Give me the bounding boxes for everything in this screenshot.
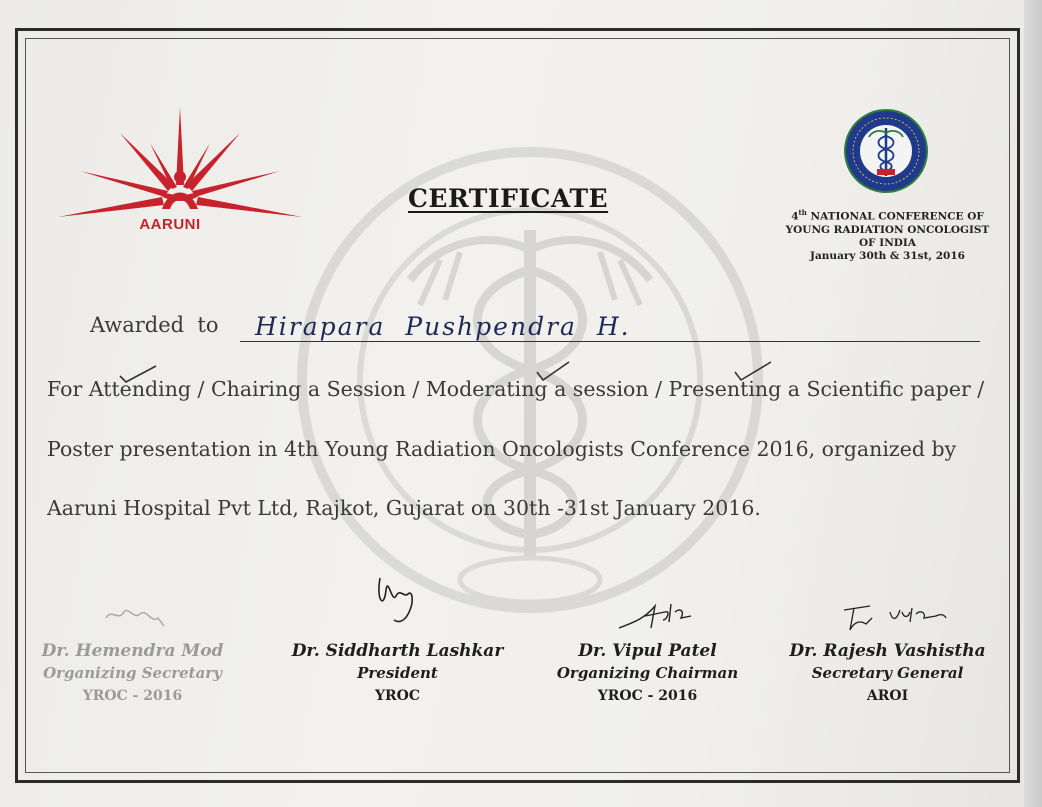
signatory-role: Secretary General — [811, 664, 964, 682]
conference-info — [760, 206, 1015, 263]
conference-line2: YOUNG RADIATION ONCOLOGIST — [785, 223, 990, 236]
signatory-org: YROC — [375, 688, 420, 704]
signatory-name: Dr. Hemendra Mod — [41, 641, 224, 661]
signatory-org: YROC - 2016 — [597, 688, 698, 704]
signatory-name: Dr. Rajesh Vashistha — [789, 641, 986, 661]
conference-number: 4 — [791, 210, 799, 223]
body-line-1: For Attending / Chairing a Session / Moderating a session / Presenting a Scientific paper / — [47, 377, 985, 401]
certificate-title: CERTIFICATE — [408, 184, 609, 213]
conference-line3: OF INDIA — [859, 236, 916, 249]
signatory-name: Dr. Siddharth Lashkar — [291, 641, 504, 661]
signatory-3 — [540, 640, 755, 708]
signature-siddharth-lashkar — [370, 570, 430, 630]
body-line-2: Poster presentation in 4th Young Radiation Oncologists Conference 2016, organized by — [47, 437, 957, 461]
conference-dates: January 30th & 31st, 2016 — [810, 249, 965, 262]
signatory-4 — [780, 640, 995, 708]
awarded-label: Awarded to — [90, 313, 219, 337]
aaruni-logo-text: AARUNI — [139, 216, 201, 233]
tick-mark-icon — [118, 364, 158, 384]
signatory-role: Organizing Secretary — [43, 664, 222, 682]
tick-mark-icon — [535, 360, 571, 382]
signatory-1 — [25, 640, 240, 708]
recipient-name: Hirapara Pushpendra H. — [255, 312, 631, 341]
signatory-org: YROC - 2016 — [82, 688, 183, 704]
body-line-3: Aaruni Hospital Pvt Ltd, Rajkot, Gujarat on 30th -31st January 2016. — [47, 496, 761, 520]
signature-rajesh-vashistha — [840, 600, 950, 636]
signature-vipul-patel — [615, 598, 695, 638]
aroi-seal-icon — [843, 108, 929, 194]
tick-mark-icon — [733, 360, 773, 382]
signatory-org: AROI — [866, 688, 909, 704]
signature-hemendra-mod — [100, 600, 170, 636]
signatory-name: Dr. Vipul Patel — [578, 641, 717, 661]
paper-edge — [1024, 0, 1042, 807]
name-underline — [240, 341, 980, 342]
signatory-2 — [280, 640, 515, 708]
signatory-role: Organizing Chairman — [556, 664, 739, 682]
conference-line1: NATIONAL CONFERENCE OF — [806, 210, 984, 223]
conference-number-suffix: th — [798, 208, 807, 217]
signatory-role: President — [357, 664, 438, 682]
